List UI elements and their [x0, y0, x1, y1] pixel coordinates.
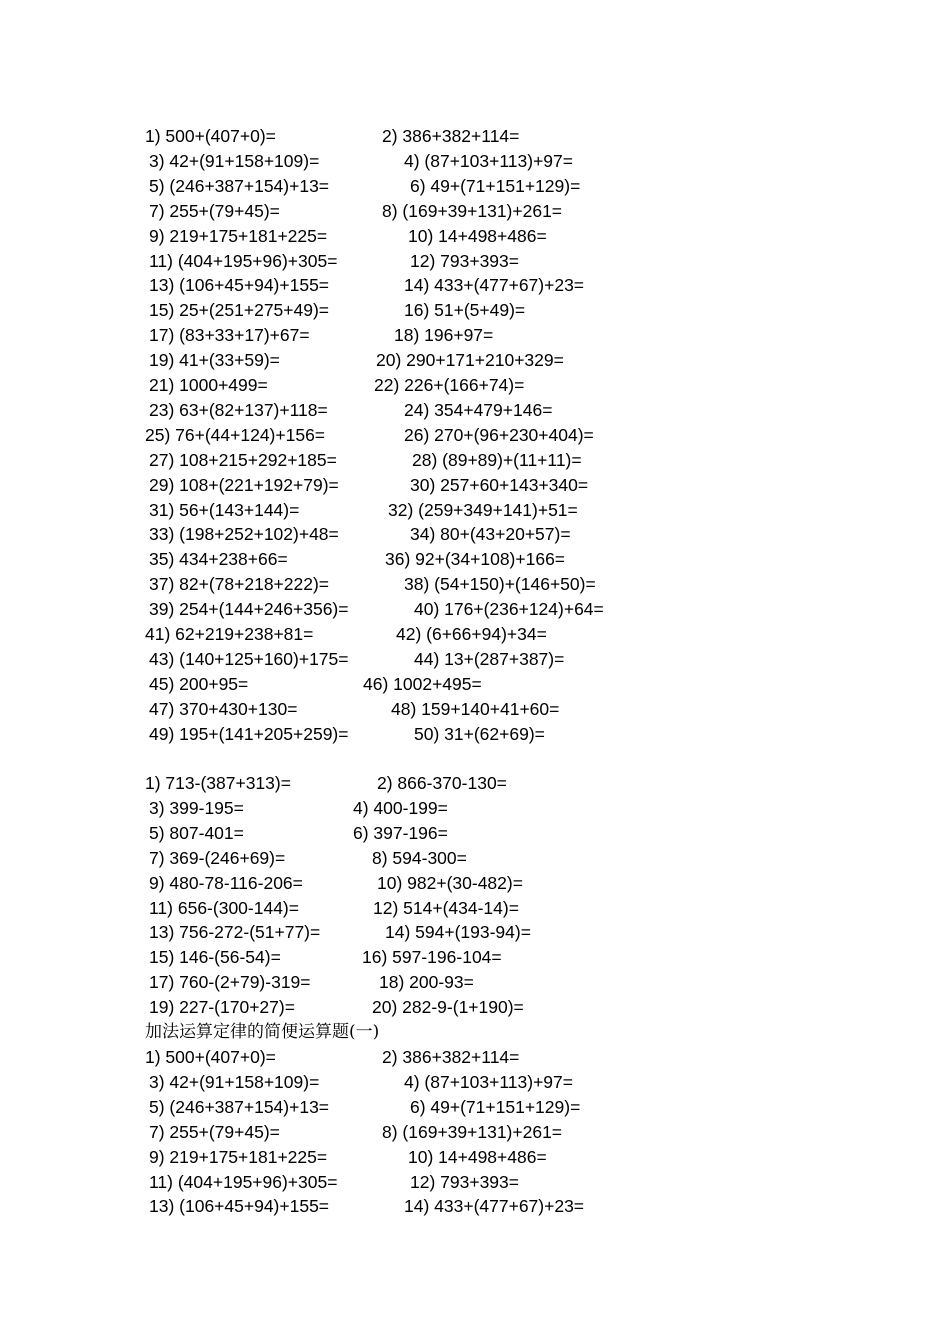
problem-right: 8) 594-300=: [372, 847, 467, 868]
problem-row: [0, 846, 950, 871]
problem-row: [0, 722, 950, 747]
problem-right: 10) 14+498+486=: [408, 1146, 547, 1167]
problem-right: 48) 159+140+41+60=: [391, 698, 560, 719]
problem-right: 34) 80+(43+20+57)=: [410, 524, 571, 545]
problem-right: 4) (87+103+113)+97=: [404, 150, 573, 171]
problem-right: 2) 386+382+114=: [382, 126, 520, 146]
problem-row: [0, 249, 950, 274]
problem-row: [0, 323, 950, 348]
problem-left: 35) 434+238+66=: [149, 549, 288, 570]
problem-left: 1) 500+(407+0)=: [145, 1047, 276, 1067]
problem-right: 6) 397-196=: [353, 822, 448, 843]
problem-left: 1) 713-(387+313)=: [145, 773, 291, 793]
problem-left: 41) 62+219+238+81=: [145, 624, 314, 644]
problem-left: 9) 219+175+181+225=: [149, 1146, 328, 1167]
problem-left: 25) 76+(44+124)+156=: [145, 424, 326, 445]
problem-left: 29) 108+(221+192+79)=: [149, 474, 339, 495]
problem-row: [0, 995, 950, 1020]
problem-row: [0, 398, 950, 423]
problem-row: [0, 373, 950, 398]
problem-left: 13) 756-272-(51+77)=: [149, 922, 321, 943]
problem-left: 17) 760-(2+79)-319=: [149, 972, 311, 993]
problem-row: [0, 1120, 950, 1145]
problem-right: 46) 1002+495=: [363, 673, 482, 694]
problem-right: 14) 433+(477+67)+23=: [404, 1196, 585, 1217]
problem-right: 2) 386+382+114=: [382, 1047, 520, 1067]
problem-left: 3) 42+(91+158+109)=: [149, 150, 320, 171]
problem-left: 11) (404+195+96)+305=: [149, 1171, 338, 1192]
problem-left: 9) 480-78-116-206=: [149, 872, 303, 893]
problem-left: 17) (83+33+17)+67=: [149, 325, 310, 346]
problem-left: 13) (106+45+94)+155=: [149, 275, 330, 296]
problem-right: 2) 866-370-130=: [377, 773, 507, 793]
problem-left: 3) 42+(91+158+109)=: [149, 1071, 320, 1092]
problem-right: 6) 49+(71+151+129)=: [410, 175, 581, 196]
problem-left: 13) (106+45+94)+155=: [149, 1196, 330, 1217]
problem-row: [0, 647, 950, 672]
problem-left: 5) (246+387+154)+13=: [149, 1096, 330, 1117]
problem-row: [0, 174, 950, 199]
problem-left: 7) 255+(79+45)=: [149, 1121, 280, 1142]
problem-row: [0, 124, 950, 149]
problem-row: [0, 945, 950, 970]
problem-right: 40) 176+(236+124)+64=: [414, 599, 604, 620]
problem-row: [0, 1070, 950, 1095]
problem-left: 47) 370+430+130=: [149, 698, 298, 719]
problem-left: 37) 82+(78+218+222)=: [149, 574, 330, 595]
problem-row: [0, 1170, 950, 1195]
problem-right: 44) 13+(287+387)=: [414, 648, 565, 669]
problem-right: 4) 400-199=: [353, 797, 448, 818]
problem-right: 50) 31+(62+69)=: [414, 723, 545, 744]
problem-right: 26) 270+(96+230+404)=: [404, 424, 594, 445]
problem-left: 19) 41+(33+59)=: [149, 350, 280, 371]
problem-row: [0, 199, 950, 224]
problem-row: [0, 273, 950, 298]
problem-right: 8) (169+39+131)+261=: [382, 200, 563, 221]
problem-row: [0, 1045, 950, 1070]
problem-row: [0, 1095, 950, 1120]
problem-right: 38) (54+150)+(146+50)=: [404, 574, 596, 595]
problem-right: 8) (169+39+131)+261=: [382, 1121, 563, 1142]
problem-left: 3) 399-195=: [149, 797, 244, 818]
problem-right: 12) 793+393=: [410, 250, 519, 271]
problem-right: 16) 51+(5+49)=: [404, 300, 526, 321]
problem-row: [0, 423, 950, 448]
problem-right: 12) 514+(434-14)=: [373, 897, 519, 918]
problem-right: 12) 793+393=: [410, 1171, 519, 1192]
problem-left: 5) (246+387+154)+13=: [149, 175, 330, 196]
problem-row: [0, 622, 950, 647]
problem-left: 21) 1000+499=: [149, 375, 268, 395]
problem-row: [0, 672, 950, 697]
problem-right: 22) 226+(166+74)=: [374, 375, 525, 395]
problem-right: 20) 282-9-(1+190)=: [372, 997, 524, 1018]
problem-left: 27) 108+215+292+185=: [149, 449, 337, 470]
problem-row: [0, 298, 950, 323]
problem-row: [0, 1145, 950, 1170]
problem-row: [0, 473, 950, 498]
problem-left: 9) 219+175+181+225=: [149, 225, 328, 246]
problem-row: [0, 597, 950, 622]
problem-right: 14) 433+(477+67)+23=: [404, 275, 585, 296]
problem-left: 11) 656-(300-144)=: [149, 897, 299, 918]
problem-left: 15) 25+(251+275+49)=: [149, 300, 330, 321]
problem-right: 42) (6+66+94)+34=: [396, 624, 547, 644]
problem-row: [0, 498, 950, 523]
problem-left: 7) 255+(79+45)=: [149, 200, 280, 221]
problem-right: 10) 982+(30-482)=: [377, 872, 523, 893]
problem-row: [0, 1194, 950, 1219]
problem-left: 49) 195+(141+205+259)=: [149, 723, 349, 744]
problem-left: 19) 227-(170+27)=: [149, 997, 295, 1018]
problem-left: 43) (140+125+160)+175=: [149, 648, 349, 669]
problem-right: 30) 257+60+143+340=: [410, 474, 589, 495]
problem-row: [0, 896, 950, 921]
problem-row: [0, 224, 950, 249]
problem-row: [0, 821, 950, 846]
problem-left: 15) 146-(56-54)=: [149, 947, 281, 968]
problem-row: [0, 448, 950, 473]
problem-row: [0, 697, 950, 722]
problem-right: 16) 597-196-104=: [362, 947, 502, 968]
problem-left: 39) 254+(144+246+356)=: [149, 599, 349, 620]
problem-right: 10) 14+498+486=: [408, 225, 547, 246]
problem-left: 45) 200+95=: [149, 673, 249, 694]
problem-row: [0, 149, 950, 174]
problem-row: [0, 970, 950, 995]
problem-left: 31) 56+(143+144)=: [149, 499, 300, 520]
problem-row: [0, 572, 950, 597]
problem-row: [0, 547, 950, 572]
problem-right: 32) (259+349+141)+51=: [388, 499, 578, 520]
problem-left: 5) 807-401=: [149, 822, 244, 843]
problem-left: 1) 500+(407+0)=: [145, 126, 276, 146]
problem-right: 6) 49+(71+151+129)=: [410, 1096, 581, 1117]
problem-row: [0, 771, 950, 796]
problem-right: 24) 354+479+146=: [404, 399, 553, 420]
problem-row: [0, 522, 950, 547]
problem-left: 11) (404+195+96)+305=: [149, 250, 338, 271]
problem-row: [0, 920, 950, 945]
problem-left: 7) 369-(246+69)=: [149, 847, 286, 868]
problem-right: 4) (87+103+113)+97=: [404, 1071, 573, 1092]
problem-row: [0, 796, 950, 821]
problem-right: 18) 200-93=: [379, 972, 474, 993]
problem-right: 36) 92+(34+108)+166=: [385, 549, 566, 570]
problem-row: [0, 348, 950, 373]
problem-left: 23) 63+(82+137)+118=: [149, 399, 328, 420]
problem-right: 28) (89+89)+(11+11)=: [412, 449, 582, 470]
problem-left: 33) (198+252+102)+48=: [149, 524, 339, 545]
problem-row: [0, 871, 950, 896]
problem-right: 14) 594+(193-94)=: [385, 922, 531, 943]
problem-right: 20) 290+171+210+329=: [376, 350, 564, 371]
problem-right: 18) 196+97=: [394, 325, 494, 346]
worksheet-title: 加法运算定律的简便运算题(一): [145, 1022, 380, 1042]
